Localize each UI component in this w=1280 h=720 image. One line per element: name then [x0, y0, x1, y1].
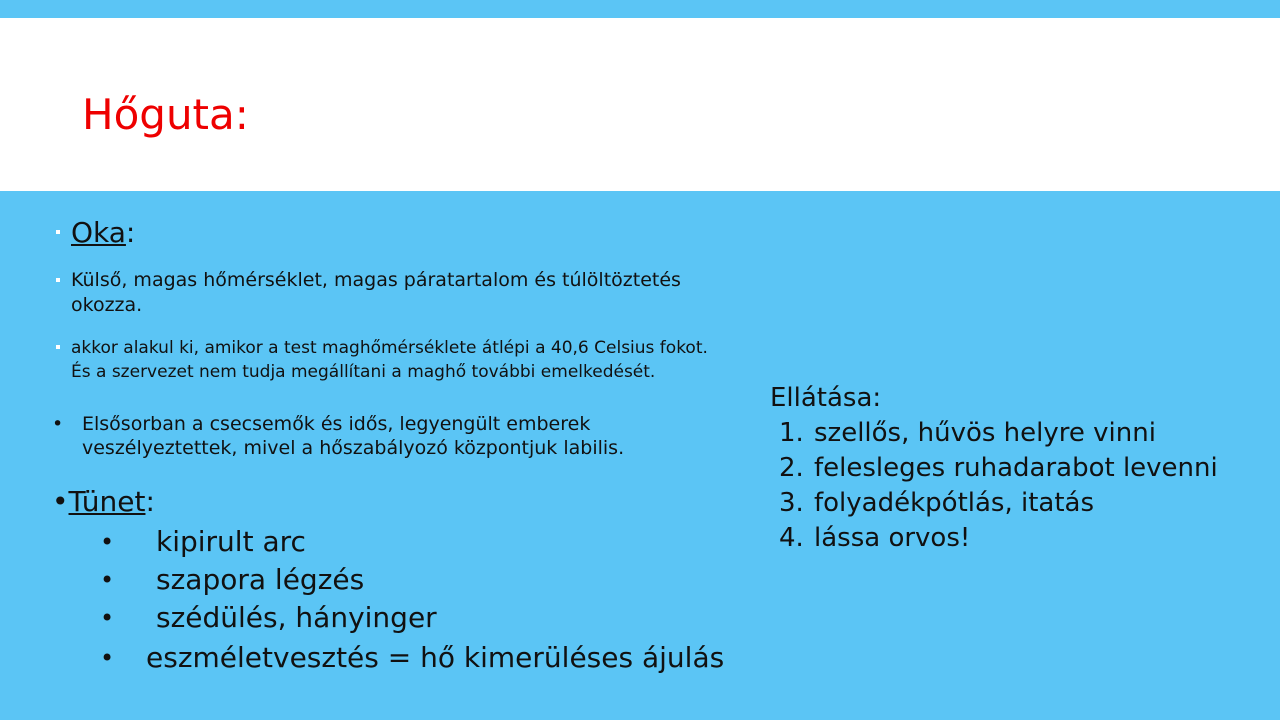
care-item-number: 1.: [779, 418, 804, 448]
symptoms-heading-colon: :: [145, 485, 155, 518]
care-item: folyadékpótlás, itatás: [814, 488, 1095, 518]
cause-heading-colon: :: [125, 216, 136, 249]
symptom-item: kipirult arc: [156, 525, 306, 558]
round-bullet-icon: •: [100, 644, 115, 672]
risk-group-text: Elsősorban a csecsemők és idős, legyengült emberek veszélyeztettek, mivel a hőszabályozó központjuk labilis.: [82, 413, 625, 459]
care-item: szellős, hűvös helyre vinni: [814, 418, 1156, 448]
symptoms-heading-label: Tünet: [68, 485, 146, 518]
round-bullet-icon: •: [100, 566, 115, 594]
care-item-number: 3.: [779, 488, 804, 518]
care-item-number: 4.: [779, 523, 804, 553]
round-bullet-icon: •: [100, 604, 115, 632]
top-accent-band: [0, 0, 1280, 18]
cause-item: akkor alakul ki, amikor a test maghőmérséklete átlépi a 40,6 Celsius fokot. És a szervezet nem tudja megállítani a maghő további emelkedését.: [71, 338, 708, 382]
symptom-item: szédülés, hányinger: [156, 601, 437, 634]
square-bullet-icon: [56, 230, 60, 234]
care-item: lássa orvos!: [814, 523, 971, 553]
symptoms-heading: [52, 484, 155, 520]
round-bullet-icon: •: [100, 528, 115, 556]
slide-title: Hőguta:: [82, 90, 249, 139]
cause-heading-label: Oka: [71, 216, 126, 249]
symptom-item: szapora légzés: [156, 563, 365, 596]
care-heading: Ellátása:: [770, 383, 882, 413]
cause-heading: [71, 217, 135, 249]
square-bullet-icon: [56, 345, 60, 349]
round-bullet-icon: •: [52, 413, 64, 435]
square-bullet-icon: [56, 278, 60, 282]
cause-item: Külső, magas hőmérséklet, magas páratartalom és túlöltöztetés okozza.: [71, 269, 681, 316]
symptom-item: eszméletvesztés = hő kimerüléses ájulás: [146, 641, 725, 674]
care-item-number: 2.: [779, 453, 804, 483]
symptoms-heading-bullet: •: [52, 485, 69, 518]
care-item: felesleges ruhadarabot levenni: [814, 453, 1218, 483]
